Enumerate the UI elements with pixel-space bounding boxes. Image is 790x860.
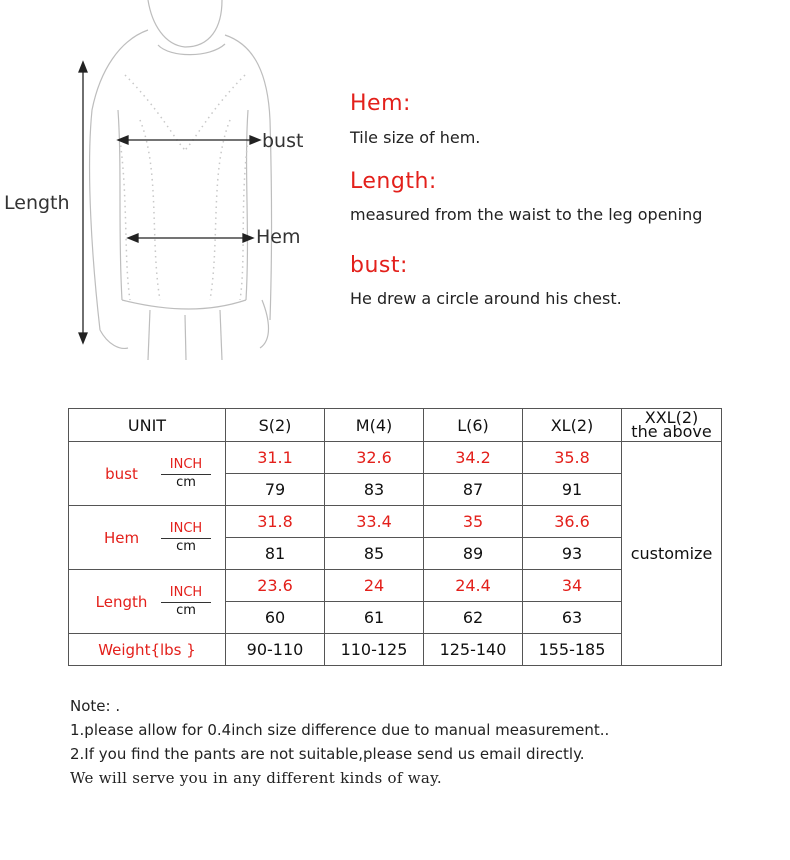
measure-name: Length bbox=[95, 592, 148, 611]
length-def-title: Length: bbox=[350, 169, 437, 194]
cm-value: 83 bbox=[325, 474, 424, 506]
unit-cm: cm bbox=[176, 474, 196, 490]
inch-value: 35 bbox=[424, 506, 523, 538]
inch-value: 34.2 bbox=[424, 442, 523, 474]
customize-cell: customize bbox=[622, 442, 722, 666]
inch-value: 24 bbox=[325, 570, 424, 602]
bust-def-text: He drew a circle around his chest. bbox=[350, 289, 622, 308]
cm-value: 81 bbox=[226, 538, 325, 570]
cm-value: 63 bbox=[523, 602, 622, 634]
size-header: XL(2) bbox=[523, 409, 622, 442]
xxl-header-line2: the above bbox=[631, 422, 712, 441]
unit-stack bbox=[161, 585, 211, 619]
note-line-1: 1.please allow for 0.4inch size difference due to manual measurement.. bbox=[70, 721, 610, 739]
inch-value: 32.6 bbox=[325, 442, 424, 474]
measure-name: Hem bbox=[103, 528, 140, 547]
inch-value: 33.4 bbox=[325, 506, 424, 538]
cm-value: 87 bbox=[424, 474, 523, 506]
size-header: S(2) bbox=[226, 409, 325, 442]
hem-def-title: Hem: bbox=[350, 91, 411, 116]
bust-label: bust bbox=[262, 130, 304, 152]
cm-value: 61 bbox=[325, 602, 424, 634]
unit-inch: INCH bbox=[161, 521, 211, 539]
unit-cm: cm bbox=[176, 602, 196, 618]
weight-value: 90-110 bbox=[226, 634, 325, 666]
note-line-2: 2.If you find the pants are not suitable,please send us email directly. bbox=[70, 745, 585, 763]
garment-illustration bbox=[0, 0, 340, 360]
xxl-header bbox=[622, 409, 722, 442]
hem-def-text: Tile size of hem. bbox=[350, 128, 481, 147]
cm-value: 89 bbox=[424, 538, 523, 570]
inch-value: 23.6 bbox=[226, 570, 325, 602]
inch-value: 35.8 bbox=[523, 442, 622, 474]
table-header-row bbox=[69, 409, 722, 442]
table-row bbox=[69, 442, 722, 474]
unit-inch: INCH bbox=[161, 457, 211, 475]
inch-value: 31.8 bbox=[226, 506, 325, 538]
cm-value: 91 bbox=[523, 474, 622, 506]
inch-value: 24.4 bbox=[424, 570, 523, 602]
cm-value: 85 bbox=[325, 538, 424, 570]
weight-label: Weight{lbs } bbox=[69, 634, 226, 666]
unit-inch: INCH bbox=[161, 585, 211, 603]
size-header: M(4) bbox=[325, 409, 424, 442]
weight-value: 110-125 bbox=[325, 634, 424, 666]
row-label-bust bbox=[69, 442, 226, 506]
note-heading: Note: . bbox=[70, 697, 121, 715]
weight-value: 125-140 bbox=[424, 634, 523, 666]
unit-header: UNIT bbox=[69, 409, 226, 442]
unit-stack bbox=[161, 457, 211, 491]
row-label-length bbox=[69, 570, 226, 634]
cm-value: 79 bbox=[226, 474, 325, 506]
hem-label: Hem bbox=[256, 226, 301, 248]
bust-def-title: bust: bbox=[350, 253, 408, 278]
cm-value: 60 bbox=[226, 602, 325, 634]
measure-name: bust bbox=[105, 464, 138, 483]
xxl-header-line1: XXL(2) bbox=[644, 408, 699, 427]
row-label-hem bbox=[69, 506, 226, 570]
unit-cm: cm bbox=[176, 538, 196, 554]
size-header: L(6) bbox=[424, 409, 523, 442]
weight-value: 155-185 bbox=[523, 634, 622, 666]
inch-value: 36.6 bbox=[523, 506, 622, 538]
length-def-text: measured from the waist to the leg opening bbox=[350, 205, 703, 224]
note-line-3: We will serve you in any different kinds of way. bbox=[70, 769, 442, 787]
inch-value: 31.1 bbox=[226, 442, 325, 474]
unit-stack bbox=[161, 521, 211, 555]
cm-value: 93 bbox=[523, 538, 622, 570]
length-label: Length bbox=[4, 192, 70, 214]
size-table bbox=[68, 408, 722, 666]
inch-value: 34 bbox=[523, 570, 622, 602]
cm-value: 62 bbox=[424, 602, 523, 634]
